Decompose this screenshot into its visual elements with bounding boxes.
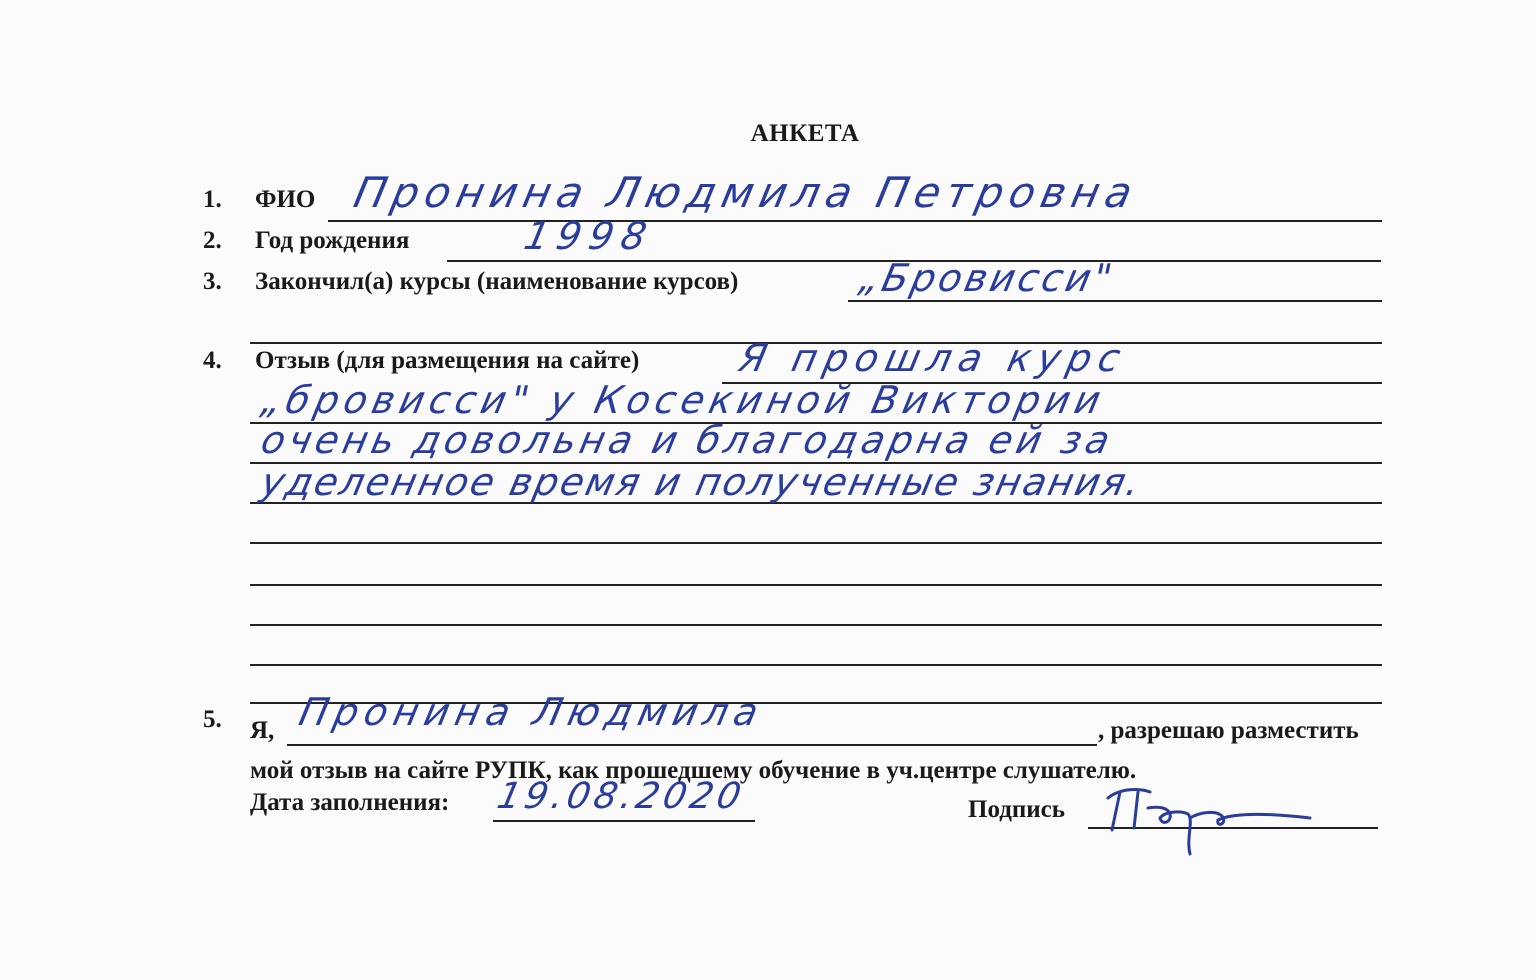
review-label: Отзыв (для размещения на сайте) [255, 347, 640, 374]
date-value: 19.08.2020 [493, 776, 749, 817]
signature-scribble-icon [1090, 778, 1330, 858]
consent-prefix: Я, [250, 717, 275, 744]
courses-label: Закончил(а) курсы (наименование курсов) [255, 268, 739, 295]
review-text-line-1: Я прошла курс [735, 336, 1132, 380]
consent-suffix: , разрешаю разместить [1098, 717, 1359, 744]
review-line-6 [250, 584, 1382, 586]
consent-name-line [287, 744, 1097, 746]
item-number-5: 5. [203, 706, 222, 733]
item-number-2: 2. [203, 227, 222, 254]
fio-value: Пронина Людмила Петровна [349, 168, 1143, 217]
signature-label: Подпись [968, 796, 1065, 823]
courses-value: „Бровисси" [855, 256, 1119, 300]
date-label: Дата заполнения: [250, 789, 450, 816]
item-number-3: 3. [203, 268, 222, 295]
date-line [493, 820, 755, 822]
review-line-5 [250, 542, 1382, 544]
birth-year-label: Год рождения [255, 227, 410, 254]
fio-label: ФИО [255, 186, 316, 213]
consent-line-2: мой отзыв на сайте РУПК, как прошедшему обучение в уч.центре слушателю. [250, 757, 1137, 784]
consent-name-value: Пронина Людмила [295, 690, 769, 734]
form-title: АНКЕТА [750, 120, 860, 147]
review-line-8 [250, 664, 1382, 666]
review-text-line-2: „бровисси" у Косекиной Виктории [257, 378, 1110, 422]
birth-year-value: 1998 [520, 214, 659, 258]
review-text-line-3: очень довольна и благодарна ей за [257, 418, 1118, 462]
item-number-4: 4. [203, 347, 222, 374]
review-line-7 [250, 624, 1382, 626]
item-number-1: 1. [203, 186, 222, 213]
fio-line [328, 220, 1382, 222]
courses-line [848, 300, 1382, 302]
review-text-line-4: уделенное время и полученные знания. [257, 460, 1146, 504]
